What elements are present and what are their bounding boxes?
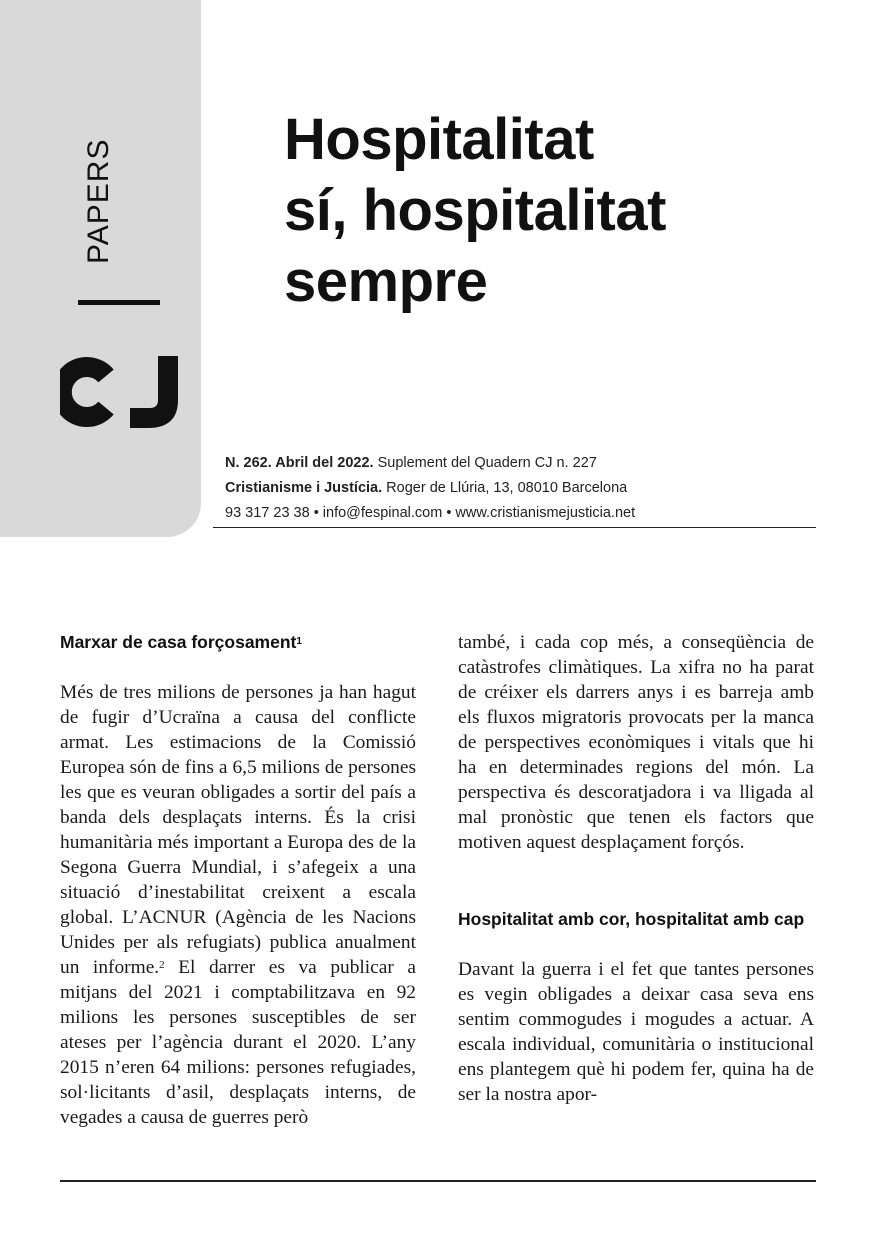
cj-logo: [60, 356, 178, 428]
issue-number: N. 262. Abril del 2022.: [225, 455, 374, 471]
title-line: sí, hospitalitat: [284, 178, 666, 243]
series-label: PAPERS: [82, 138, 115, 264]
publication-info: [225, 451, 825, 526]
section-heading: Hospitalitat amb cor, hospitalitat amb cap: [458, 909, 805, 929]
contact-line: 93 317 23 38 • info@fespinal.com • www.cristianismejusticia.net: [225, 505, 636, 521]
title-line: sempre: [284, 249, 488, 314]
section-heading: Marxar de casa forçosament$^1$: [60, 632, 302, 652]
column-right: [458, 630, 814, 1107]
sidebar-panel: [0, 0, 201, 537]
issue-line: [225, 451, 825, 476]
column-left: [60, 630, 416, 1130]
series-divider: [78, 300, 160, 305]
footnote-ref[interactable]: 2: [159, 959, 165, 971]
body-paragraph: Més de tres milions de persones ja han hagut de fugir d’Ucraïna a causa del conflicte armat. Les estimacions de la Comissió Europea són de fins a 6,5 milions de persones les que es veuran obligades a sortir del país a banda dels desplaçats interns. És la crisi humanitària més important a Europa des de la Segona Guerra Mundial, i s’afegeix a una situació d’inestabilitat creixent a escala global. L’ACNUR (Agència de les Nacions Unides per als refugiats) publica anualment un informe.$^2$ El darrer es va publicar a mitjans del 2021 i comptabilitzava en 92 milions les persones susceptibles de ser ateses per l’agència durant el 2020. L’any 2015 n’eren 64 milions: persones refugiades, sol·licitants d’asil, desplaçats interns, de vegades a causa de guerres però: [60, 682, 416, 1128]
body-paragraph: Davant la guerra i el fet que tantes persones es vegin obligades a deixar casa seva ens sentim commogudes i mogudes a actuar. A escala individual, comunitària o institucional ens plantegem què hi podem fer, quina ha de ser la nostra apor-: [458, 959, 814, 1105]
org-name: Cristianisme i Justícia.: [225, 480, 383, 496]
footer-rule: [60, 1180, 816, 1182]
address-text: Roger de Llúria, 13, 08010 Barcelona: [382, 480, 628, 496]
header-rule: [213, 527, 816, 528]
footnote-ref[interactable]: 1: [296, 636, 302, 647]
org-line: [225, 476, 825, 501]
document-title: [284, 104, 844, 317]
title-line: Hospitalitat: [284, 107, 594, 172]
supplement-text: Suplement del Quadern CJ n. 227: [373, 455, 597, 471]
body-paragraph: també, i cada cop més, a conseqüència de catàstrofes climàtiques. La xifra no ha parat de créixer els darrers anys i es barreja amb els fluxos migratoris provocats per la manca de perspectives econòmiques i vitals que hi ha en determinades regions del món. La perspectiva és descoratjadora i va lligada al mal pronòstic que tenen els factors que motiven aquest desplaçament forçós.: [458, 632, 814, 853]
